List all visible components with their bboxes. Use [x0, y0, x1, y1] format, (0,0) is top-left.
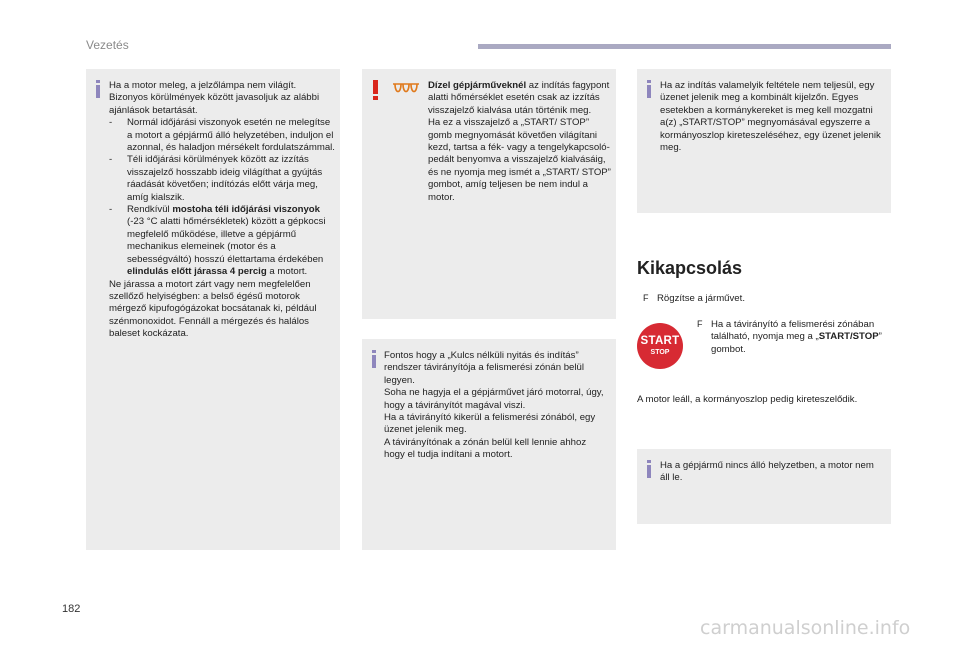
box2-text [428, 80, 612, 204]
box1-intro: Ha a motor meleg, a jelzőlámpa nem világít. Bizonyos körülmények között javasoljuk az alábbi ajánlások betartását. [109, 80, 320, 116]
box4-para: Ha az indítás valamelyik feltétele nem teljesül, egy üzenet jelenik meg a kombinált kijelzőn. Egyes esetekben a kormánykereket is meg kell mozgatni a(z) „START/STOP” megnyomásával egyszerre a kormányoszlop kireteszeléséhez, egy üzenet jelenik meg. [660, 80, 881, 154]
page-number: 182 [62, 603, 81, 615]
box3-para: Ha a távirányító kikerül a felismerési zónából, egy üzenet jelenik meg. [384, 412, 596, 436]
box1-item: - Normál időjárási viszonyok esetén ne melegítse a motort a gépjármű álló helyzetében, induljon el azonnal, és haladjon mérsékelt fordulatszámmal. [109, 117, 335, 154]
step-press-start-stop: F Ha a távirányító a felismerési zónában található, nyomja meg a „START/STOP” gombot. [697, 319, 882, 355]
box2-para2: Ha ez a visszajelző a „START/ STOP” gomb megnyomását követően világítani kezd, tartsa a fék- vagy a tengelykapcsoló-pedált benyomva a visszajelző kialvásáig, és ne nyomja meg ismét a „START/ STOP” gombot, amíg teljesen be nem indul a motor. [428, 117, 611, 203]
header-title: Vezetés [86, 38, 129, 52]
box3-para: Fontos hogy a „Kulcs nélküli nyitás és indítás” rendszer távirányítója a felismerési zónán belül legyen. [384, 350, 584, 386]
box5-para: Ha a gépjármű nincs álló helyzetben, a motor nem áll le. [660, 460, 874, 484]
box3-para: Soha ne hagyja el a gépjárművet járó motorral, úgy, hogy a távirányítót magával viszi. [384, 387, 604, 411]
bullet-icon: F [697, 319, 703, 329]
step-immobilise: F Rögzítse a járművet. [643, 293, 745, 304]
box4-text [660, 80, 888, 154]
bullet-icon: F [643, 293, 649, 303]
info-icon [647, 80, 651, 98]
info-icon [647, 460, 651, 478]
box5-text [660, 460, 882, 485]
box1-text [109, 80, 337, 341]
result-text: A motor leáll, a kormányoszlop pedig kireteszelődik. [637, 394, 858, 405]
box1-item: - Téli időjárási körülmények között az izzítás visszajelző hosszabb ideig világíthat a gyújtás ráadását követően; indítózás előtt várja meg, amíg kialszik. [109, 154, 323, 203]
box2-para1: Dízel gépjárműveknél az indítás fagypont alatti hőmérséklet esetén csak az izzítás visszajelző kialvása után történik meg. [428, 80, 610, 116]
info-icon [96, 80, 100, 98]
box1-outro: Ne járassa a motort zárt vagy nem megfelelően szellőző helyiségben: a belső égésű motorok mérgező kipufogógázokat bocsátanak ki, például szénmonoxidot. Fennáll a mérgezés és halálos baleset kockázata. [109, 278, 317, 340]
section-heading: Kikapcsolás [637, 258, 743, 278]
info-icon [372, 350, 376, 368]
start-stop-button-icon: START STOP [637, 323, 683, 369]
glow-plug-icon [393, 81, 421, 97]
box3-text [384, 350, 608, 462]
box1-item: - Rendkívül mostoha téli időjárási viszonyok (-23 °C alatti hőmérsékletek) között a gépkocsi megfelelő működése, illetve a gépjármű mechanikus elemeinek (motor és a sebességváltó) hosszú élettartama érdekében elindulás előtt járassa 4 percig a motort. [109, 204, 326, 278]
warning-icon [373, 80, 378, 100]
box3-para: A távirányítónak a zónán belül kell lennie ahhoz hogy el tudja indítani a motort. [384, 436, 587, 461]
watermark: carmanualsonline.info [700, 617, 911, 639]
header-bar [478, 44, 891, 49]
